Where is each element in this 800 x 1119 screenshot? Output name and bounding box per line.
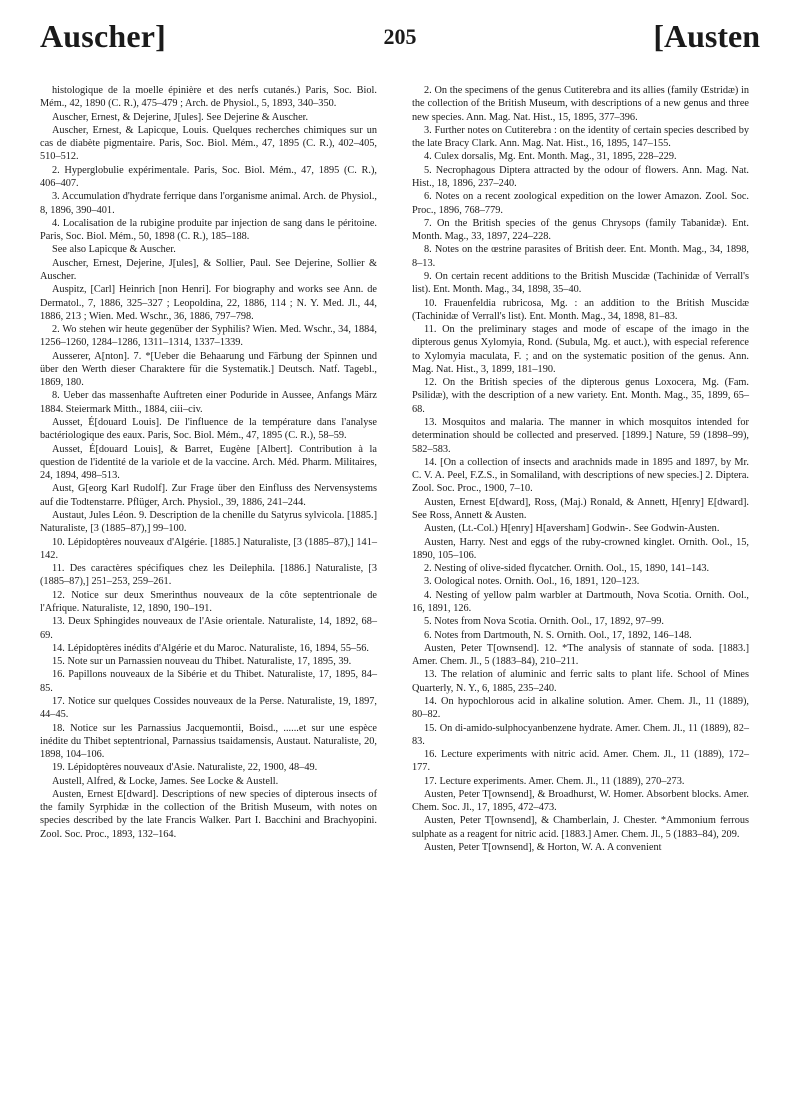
header-last-entry: [Austen [653,18,760,54]
running-header [40,0,760,80]
entry: 15. Note sur un Parnassien nouveau du Thibet. Naturaliste, 17, 1895, 39. [52,656,352,668]
page-number: 205 [383,24,417,49]
entry: 5. Necrophagous Diptera attracted by the odour of flowers. Ann. Mag. Nat. Hist., 18, 1896, 237–240. [412,164,749,189]
entry: 14. On hypochlorous acid in alkaline solution. Amer. Chem. Jl., 11 (1889), 80–82. [412,695,749,721]
entry: 13. The relation of aluminic and ferric salts to plant life. School of Mines Quarterly, N. Y., 6, 1885, 235–240. [412,669,749,694]
entry: 3. Further notes on Cutiterebra : on the identity of certain species described by the late Bracy Clark. Ann. Mag. Nat. Hist., 16, 1895, 147–155. [412,124,749,150]
entry: 4. Culex dorsalis, Mg. Ent. Month. Mag., 31, 1895, 228–229. [424,151,677,163]
entry: 10. Lépidoptères nouveaux d'Algérie. [1885.] Naturaliste, [3 (1885–87),] 141–142. [40,536,377,561]
entry: 17. Notice sur quelques Cossides nouveaux de la Perse. Naturaliste, 19, 1897, 44–45. [40,695,377,721]
header-first-entry: Auscher] [40,18,167,54]
entry: 13. Mosquitos and malaria. The manner in which mosquitos intended for determination should be collected and preserved. [1899.] Nature, 59 (1898–99), 582–583. [412,417,749,455]
entry: Auscher, Ernest, Dejerine, J[ules], & Sollier, Paul. See Dejerine, Sollier & Auscher. [40,257,377,282]
right-column [412,84,749,854]
entry: 13. Deux Sphingides nouveaux de l'Asie orientale. Naturaliste, 14, 1892, 68–69. [40,616,377,641]
entry: 2. Nesting of olive-sided flycatcher. Ornith. Ool., 15, 1890, 141–143. [424,563,710,575]
entry: 15. On di-amido-sulphocyanbenzene hydrate. Amer. Chem. Jl., 11 (1889), 82–83. [412,722,749,747]
entry: Austell, Alfred, & Locke, James. See Locke & Austell. [52,775,279,787]
entry: 12. Notice sur deux Smerinthus nouveaux de la côte septentrionale de l'Afrique. Naturaliste, 12, 1890, 190–191. [40,589,377,614]
entry: Austen, (Lt.-Col.) H[enry] H[aversham] Godwin-. See Godwin-Austen. [424,523,720,535]
entry: Austaut, Jules Léon. 9. Description de la chenille du Satyrus sylvicola. [1885.] Naturaliste, [3 (1885–87),] 99–100. [40,510,377,535]
entry: 11. Des caractères spécifiques chez les Deilephila. [1886.] Naturaliste, [3 (1885–87),] 251–253, 259–261. [40,563,377,588]
entry: 10. Frauenfeldia rubricosa, Mg. : an addition to the British Muscidæ (Tachinidæ of Verrall's list). Ent. Month. Mag., 34, 1898, 81–83. [412,297,749,322]
entry: 16. Papillons nouveaux de la Sibérie et du Thibet. Naturaliste, 17, 1895, 84–85. [40,669,377,694]
entry: histologique de la moelle épinière et des nerfs cutanés.) Paris, Soc. Biol. Mém., 42, 1890 (C. R.), 475–479 ; Arch. de Physiol., 5, 1893, 340–350. [40,85,377,110]
entry: 2. Hyperglobulie expérimentale. Paris, Soc. Biol. Mém., 47, 1895 (C. R.), 406–407. [40,164,377,189]
entry: Auscher, Ernest, & Dejerine, J[ules]. See Dejerine & Auscher. [52,111,309,123]
entry: 7. On the British species of the genus Chrysops (family Tabanidæ). Ent. Month. Mag., 33, 1897, 224–228. [412,217,749,243]
entry: Austen, Peter T[ownsend], & Broadhurst, W. Homer. Absorbent blocks. Amer. Chem. Soc. Jl., 17, 1895, 472–473. [412,788,749,814]
entry: 6. Notes on a recent zoological expedition on the lower Amazon. Zool. Soc. Proc., 1896, 768–779. [412,191,749,216]
entry: Austen, Peter T[ownsend]. 12. *The analysis of stannate of soda. [1883.] Amer. Chem. Jl., 5 (1883–84), 210–211. [412,642,749,668]
entry: 8. Ueber das massenhafte Auftreten einer Poduride in Aussee, Anfangs März 1884. Steiermark Mitth., 1884, ciii–civ. [40,390,377,415]
entry: 17. Lecture experiments. Amer. Chem. Jl., 11 (1889), 270–273. [424,775,685,787]
entry: 3. Oological notes. Ornith. Ool., 16, 1891, 120–123. [424,576,640,588]
entry: Austen, Peter T[ownsend], & Chamberlain, J. Chester. *Ammonium ferrous sulphate as a reagent for nitric acid. [1883.] Amer. Chem. Jl., 5 (1883–84), 209. [412,815,749,840]
entry: 9. On certain recent additions to the British Muscidæ (Tachinidæ of Verrall's list). Ent. Month. Mag., 34, 1898, 35–40. [412,270,749,296]
entry: Auspitz, [Carl] Heinrich [non Henri]. For biography and works see Ann. de Dermatol., 7, 1886, 325–327 ; Leopoldina, 22, 1886, 114 ; N. Y. Med. Jl., 44, 1886, 213 ; Wien. Med. Wschr., 36, 1886, 797–798. [40,284,377,322]
entry: Auscher, Ernest, & Lapicque, Louis. Quelques recherches chimiques sur un cas de diabète pigmentaire. Paris, Soc. Biol. Mém., 47, 1895 (C. R.), 402–405, 510–512. [40,124,377,163]
entry: 12. On the British species of the dipterous genus Loxocera, Mg. (Fam. Psilidæ), with the description of a new variety. Ent. Month. Mag., 35, 1899, 65–68. [412,377,749,415]
entry: Austen, Ernest E[dward]. Descriptions of new species of dipterous insects of the family Syrphidæ in the collection of the British Museum, with notes on species described by the late Francis Walker. Part I. Bacchini and Brachyopini. Zool. Soc. Proc., 1893, 132–164. [40,788,377,840]
entry: 4. Localisation de la rubigine produite par injection de sang dans le péritoine. Paris, Soc. Biol. Mém., 50, 1898 (C. R.), 185–188. [40,217,377,243]
left-column [40,84,377,841]
entry: 11. On the preliminary stages and mode of escape of the imago in the dipterous genus Xylomyia, Rond. (Subula, Mg. et auct.), with especial reference to Xylomyia maculata, F. ; and on the systematic position of the genus. Ann. Mag. Nat. Hist., 3, 1899, 181–190. [412,324,749,375]
entry: 8. Notes on the œstrine parasites of British deer. Ent. Month. Mag., 34, 1898, 8–13. [412,244,749,269]
entry: 6. Notes from Dartmouth, N. S. Ornith. Ool., 17, 1892, 146–148. [424,629,692,641]
entry: Aust, G[eorg Karl Rudolf]. Zur Frage über den Einfluss des Nervensystems auf die Todtenstarre. Pflüger, Arch. Physiol., 39, 1886, 241–244. [40,483,377,508]
entry: See also Lapicque & Auscher. [52,244,176,256]
entry: 2. Wo stehen wir heute gegenüber der Syphilis? Wien. Med. Wschr., 34, 1884, 1256–1260, 1284–1286, 1311–1314, 1337–1339. [40,324,377,349]
entry: Austen, Harry. Nest and eggs of the ruby-crowned kinglet. Ornith. Ool., 15, 1890, 105–106. [412,536,749,561]
entry: 16. Lecture experiments with nitric acid. Amer. Chem. Jl., 11 (1889), 172–177. [412,749,749,774]
entry: 19. Lépidoptères nouveaux d'Asie. Naturaliste, 22, 1900, 48–49. [52,762,318,774]
entry: Ausset, É[douard Louis], & Barret, Eugène [Albert]. Contribution à la question de l'identité de la variole et de la vaccine. Arch. Méd. Pharm. Militaires, 24, 1894, 498–513. [40,443,377,482]
entry: 3. Accumulation d'hydrate ferrique dans l'organisme animal. Arch. de Physiol., 8, 1896, 390–401. [40,191,377,216]
entry: 14. [On a collection of insects and arachnids made in 1895 and 1897, by Mr. C. V. A. Peel, F.Z.S., in Somaliland, with descriptions of new species.] 2. Diptera. Zool. Soc. Proc., 1900, 7–10. [412,456,749,495]
entry: Austen, Ernest E[dward], Ross, (Maj.) Ronald, & Annett, H[enry] E[dward]. See Ross, Annett & Austen. [412,496,749,521]
entry: 2. On the specimens of the genus Cutiterebra and its allies (family Œstridæ) in the collection of the British Museum, with descriptions of a new genus and three new species. Ann. Mag. Nat. Hist., 15, 1895, 377–396. [412,85,749,123]
entry: 4. Nesting of yellow palm warbler at Dartmouth, Nova Scotia. Ornith. Ool., 16, 1891, 126. [412,589,749,614]
entry: Austen, Peter T[ownsend], & Horton, W. A. A convenient [424,842,662,854]
entry: 14. Lépidoptères inédits d'Algérie et du Maroc. Naturaliste, 16, 1894, 55–56. [52,642,369,654]
entry: 5. Notes from Nova Scotia. Ornith. Ool., 17, 1892, 97–99. [424,616,664,628]
entry: Ausset, É[douard Louis]. De l'influence de la température dans l'analyse bactériologique des eaux. Paris, Soc. Biol. Mém., 47, 1895 (C. R.), 58–59. [40,417,377,442]
entry: Ausserer, A[nton]. 7. *[Ueber die Behaarung und Färbung der Spinnen und über den Werth dieser Charaktere für die Systematik.] Deutsch. Natf. Tagebl., 1869, 180. [40,350,377,389]
entry: 18. Notice sur les Parnassius Jacquemontii, Boisd., ......et sur une espèce inédite du Thibet septentrional, Parnassius tsaidamensis, Austaut. Naturaliste, 20, 1898, 104–106. [40,722,377,761]
